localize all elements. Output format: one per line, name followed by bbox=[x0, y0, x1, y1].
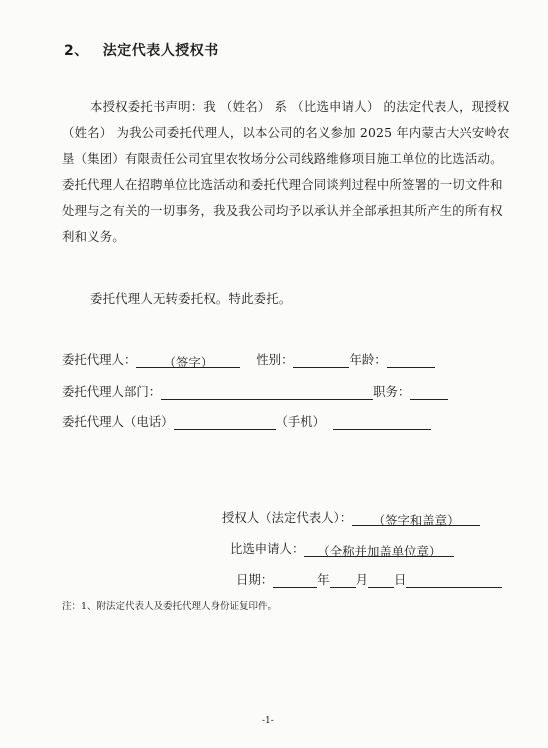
date-label: 日期： bbox=[236, 572, 274, 587]
attachment-note: 注：1、附法定代表人及委托代理人身份证复印件。 bbox=[62, 601, 278, 612]
age-field[interactable] bbox=[387, 353, 435, 368]
position-field[interactable] bbox=[410, 385, 448, 400]
section-heading bbox=[64, 40, 219, 60]
date-day-unit: 日 bbox=[393, 572, 407, 587]
date-month-unit: 月 bbox=[355, 572, 368, 587]
applicant-label: 比选申请人： bbox=[230, 541, 305, 556]
mobile-label: （手机） bbox=[275, 414, 326, 429]
date-row bbox=[236, 570, 502, 588]
section-title: 法定代表人授权书 bbox=[102, 43, 219, 59]
applicant-row bbox=[230, 539, 454, 557]
applicant-signature-field[interactable] bbox=[304, 542, 454, 557]
section-number: 2、 bbox=[64, 43, 89, 59]
mobile-field[interactable] bbox=[333, 415, 431, 430]
agent-signature-field[interactable] bbox=[136, 353, 240, 368]
department-row bbox=[62, 382, 448, 400]
gender-label: 性别： bbox=[256, 352, 294, 367]
position-label: 职务： bbox=[373, 384, 411, 399]
department-label: 委托代理人部门： bbox=[62, 384, 162, 399]
phone-label: 委托代理人（电话） bbox=[62, 414, 174, 429]
agent-label: 委托代理人： bbox=[62, 352, 137, 367]
agent-row bbox=[62, 350, 435, 368]
authorizer-signature-hint: （签字和盖章） bbox=[372, 513, 460, 528]
phone-field[interactable] bbox=[174, 415, 276, 430]
declaration-paragraph: 本授权委托书声明：我 （姓名） 系 （比选申请人） 的法定代表人，现授权 （姓名） 为我公司委托代理人，以本公司的名义参加 2025 年内蒙古大兴安岭农垦（集团）有限责任公司宜里农牧场分公司线路维修项目施工单位的比选活动。委托代理人在招聘单位比选活动和委托代理合同谈判过程中所签署的一切文件和处理与之有关的一切事务，我及我公司均予以承认并全部承担其所产生的所有权利和义务。 bbox=[62, 99, 510, 244]
date-trailing-line bbox=[406, 573, 502, 588]
phone-row bbox=[62, 412, 431, 430]
date-year-field[interactable] bbox=[273, 573, 317, 588]
date-month-field[interactable] bbox=[330, 573, 356, 588]
date-year-unit: 年 bbox=[317, 572, 330, 587]
age-label: 年龄： bbox=[349, 352, 387, 367]
applicant-signature-hint: （全称并加盖单位章） bbox=[317, 544, 442, 559]
gender-field[interactable] bbox=[293, 353, 349, 368]
agent-signature-hint: （签字） bbox=[163, 355, 214, 370]
date-day-field[interactable] bbox=[368, 573, 394, 588]
authorizer-signature-field[interactable] bbox=[352, 511, 480, 526]
authorizer-row bbox=[222, 508, 480, 526]
no-subdelegation-paragraph: 委托代理人无转委托权。特此委托。 bbox=[90, 291, 292, 306]
page-number: -1- bbox=[262, 716, 274, 726]
authorizer-label: 授权人（法定代表人）： bbox=[222, 510, 353, 525]
department-field[interactable] bbox=[161, 385, 373, 400]
